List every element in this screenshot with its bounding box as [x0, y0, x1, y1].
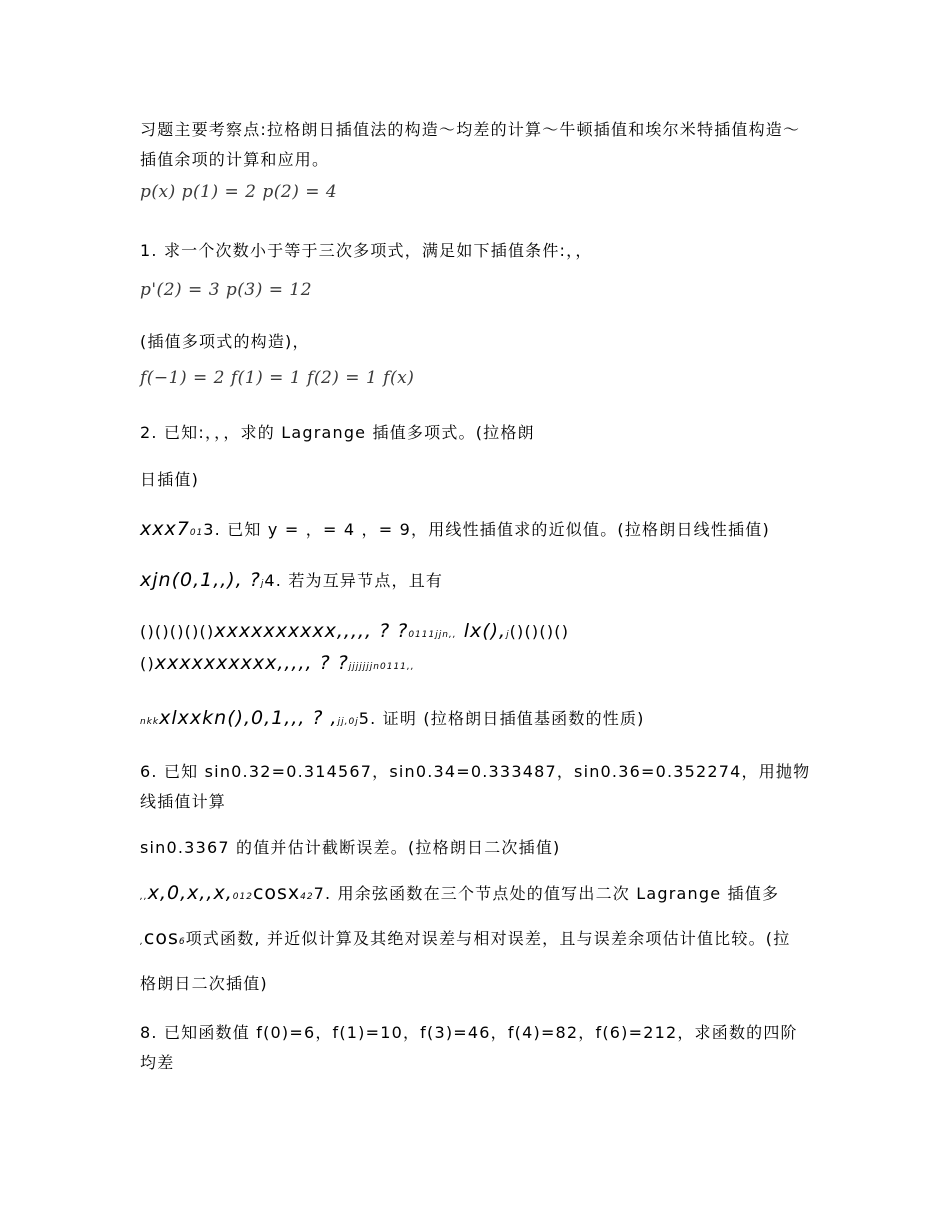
question-7-pre-3: 012	[232, 892, 253, 902]
question-7b: 项式函数, 并近似计算及其绝对误差与相对误差，且与误差余项估计值比较。(拉	[185, 929, 791, 948]
formula-line-1	[140, 616, 812, 650]
question-3: 3. 已知 y = ，= 4 ，= 9，用线性插值求的近似值。(拉格朗日线性插值)	[203, 520, 770, 539]
question-7b-pre-3: 6	[178, 937, 186, 947]
question-4-line	[140, 565, 812, 599]
formula-line-2	[140, 648, 812, 682]
question-7b-pre-1: ,	[140, 937, 144, 947]
question-7-pre-2: x,0,x,,x,	[147, 882, 233, 904]
question-6: 6. 已知 sin0.32=0.314567，sin0.34=0.333487，sin0.36=0.352274，用抛物线插值计算	[140, 762, 811, 811]
question-8: 8. 已知函数值 f(0)=6，f(1)=10，f(3)=46，f(4)=82，f(6)=212，求函数的四阶均差	[140, 1023, 798, 1072]
formula-2-vars: xxxxxxxxxx,,,,, ? ?	[154, 652, 349, 674]
question-3-symbols: xxx7	[140, 518, 190, 540]
question-5-symbols: xlxxkn(),0,1,,, ? ,	[159, 707, 338, 729]
question-1-note: (插值多项式的构造)，	[140, 332, 310, 351]
question-7-pre-1: ,,	[140, 892, 148, 902]
question-7: 7. 用余弦函数在三个节点处的值写出二次 Lagrange 插值多	[313, 884, 780, 903]
question-2-continued: 日插值)	[140, 470, 200, 489]
question-2: 2. 已知:，，，求的 Lagrange 插值多项式。(拉格朗	[140, 423, 535, 442]
question-5-prefix-sub: nkk	[140, 717, 160, 727]
formula-1-basis: lx(),	[456, 620, 507, 642]
intro-paragraph: 习题主要考察点:拉格朗日插值法的构造～均差的计算～牛顿插值和埃尔米特插值构造～插值余项的计算和应用。	[140, 120, 801, 169]
question-7-pre-5: 42	[300, 892, 314, 902]
formula-1-sub: 0111jjn,,	[408, 630, 457, 640]
formula-1-sub-2: j	[506, 630, 510, 640]
formula-1-vars: xxxxxxxxxx,,,,, ? ?	[214, 620, 409, 642]
question-4-subscript: j	[260, 579, 265, 589]
question-3-line	[140, 514, 812, 548]
formula-2-parens: ()	[140, 654, 155, 673]
question-5: 5. 证明 (拉格朗日插值基函数的性质)	[358, 709, 645, 728]
formula-2-sub: jjjjjjjn0111,,	[348, 662, 415, 672]
question-7-continued: 格朗日二次插值)	[140, 974, 268, 993]
formula-1-parens-2: ()()()()	[509, 622, 570, 641]
question-4-symbols: xjn(0,1,,), ?	[140, 569, 261, 591]
question-6-continued: sin0.3367 的值并估计截断误差。(拉格朗日二次插值)	[140, 838, 561, 857]
formula-1-parens: ()()()()()	[140, 622, 215, 641]
formula-image-2: p'(2) = 3 p(3) = 12	[140, 280, 313, 300]
formula-image-1: p(x) p(1) = 2 p(2) = 4	[140, 182, 338, 202]
question-7-pre-4: cosx	[252, 882, 301, 904]
question-3-subscript: 01	[189, 528, 204, 538]
question-7b-pre-2: cos	[143, 927, 179, 949]
question-7b-line	[140, 923, 812, 957]
question-4: 4. 若为互异节点，且有	[264, 571, 444, 590]
question-7-line	[140, 878, 812, 912]
formula-image-3: f(−1) = 2 f(1) = 1 f(2) = 1 f(x)	[140, 368, 415, 388]
question-1: 1. 求一个次数小于等于三次多项式，满足如下插值条件:，，	[140, 241, 593, 260]
question-5-line	[140, 703, 812, 737]
question-5-subscript: jj,0j	[337, 717, 359, 727]
